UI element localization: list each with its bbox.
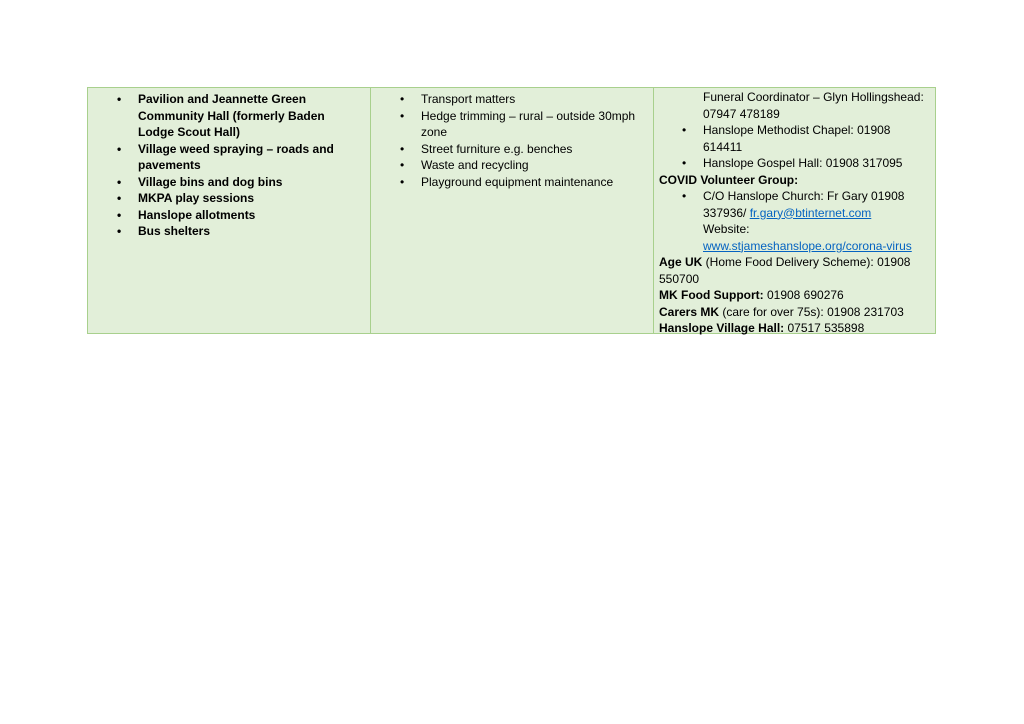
website-label: Website: bbox=[703, 222, 750, 236]
list-item bbox=[400, 91, 649, 108]
list-item-text: Bus shelters bbox=[138, 224, 211, 238]
table-cell-council-services bbox=[371, 88, 654, 333]
contacts-block bbox=[659, 89, 931, 337]
carers-text: (care for over 75s): 01908 231703 bbox=[719, 304, 904, 319]
funeral-coordinator-text: Funeral Coordinator – Glyn Hollingshead: 07947 478189 bbox=[703, 90, 924, 121]
council-services-list bbox=[400, 91, 649, 190]
list-item-text: Village bins and dog bins bbox=[138, 174, 283, 189]
bullet: • bbox=[400, 92, 405, 106]
list-item bbox=[117, 190, 363, 207]
list-item bbox=[117, 141, 363, 174]
list-item-text: Street furniture e.g. benches bbox=[421, 141, 573, 156]
list-item bbox=[659, 188, 931, 221]
bullet: • bbox=[117, 207, 122, 222]
list-item bbox=[117, 174, 363, 191]
list-item-text: Waste and recycling bbox=[421, 158, 529, 172]
list-item-text: Village weed spraying – roads and pavements bbox=[138, 141, 334, 172]
gospel-hall-text: Hanslope Gospel Hall: 01908 317095 bbox=[703, 156, 903, 170]
list-item bbox=[400, 174, 649, 191]
list-item bbox=[659, 122, 931, 155]
ageuk-line bbox=[659, 254, 931, 287]
village-hall-label: Hanslope Village Hall: bbox=[659, 321, 785, 335]
website-line bbox=[659, 221, 931, 254]
list-item bbox=[659, 155, 931, 172]
methodist-chapel-text: Hanslope Methodist Chapel: 01908 614411 bbox=[703, 123, 891, 154]
bullet: • bbox=[117, 92, 122, 106]
list-item bbox=[117, 91, 363, 141]
list-item bbox=[400, 108, 649, 141]
church-email-link[interactable]: fr.gary@btinternet.com bbox=[749, 205, 872, 220]
services-table bbox=[87, 87, 936, 334]
list-item bbox=[117, 207, 363, 224]
parish-services-list bbox=[117, 91, 363, 240]
mkfood-line bbox=[659, 287, 931, 304]
funeral-coordinator-line bbox=[659, 89, 931, 122]
ageuk-label: Age UK bbox=[659, 255, 703, 269]
bullet: • bbox=[400, 108, 405, 123]
church-contact-text: C/O Hanslope Church: Fr Gary 01908 337936/ bbox=[703, 189, 905, 220]
bullet: • bbox=[117, 191, 122, 205]
table-cell-parish-services bbox=[88, 88, 371, 333]
bullet: • bbox=[117, 141, 122, 156]
list-item-text: Hanslope allotments bbox=[138, 207, 256, 222]
covid-heading: COVID Volunteer Group: bbox=[659, 172, 799, 187]
list-item-text: Playground equipment maintenance bbox=[421, 174, 614, 189]
carers-label: Carers MK bbox=[659, 304, 720, 319]
list-item bbox=[400, 157, 649, 174]
list-item-text: MKPA play sessions bbox=[138, 191, 255, 205]
website-link[interactable]: www.stjameshanslope.org/corona-virus bbox=[703, 238, 912, 253]
table-cell-contacts bbox=[654, 88, 935, 333]
bullet: • bbox=[117, 224, 122, 238]
ageuk-text: (Home Food Delivery Scheme): 01908 550700 bbox=[659, 255, 911, 286]
list-item bbox=[117, 223, 363, 240]
bullet: • bbox=[117, 174, 122, 189]
bullet: • bbox=[682, 123, 687, 137]
list-item-text: Transport matters bbox=[421, 92, 516, 106]
bullet: • bbox=[400, 158, 405, 172]
mkfood-text: 01908 690276 bbox=[763, 288, 844, 302]
list-item-text: Pavilion and Jeannette Green Community Hall (formerly Baden Lodge Scout Hall) bbox=[138, 92, 325, 139]
bullet: • bbox=[682, 156, 687, 170]
bullet: • bbox=[682, 189, 687, 203]
village-hall-line bbox=[659, 320, 931, 337]
village-hall-text: 07517 535898 bbox=[784, 321, 865, 335]
list-item-text: Hedge trimming – rural – outside 30mph zone bbox=[421, 108, 636, 139]
mkfood-label: MK Food Support: bbox=[659, 288, 764, 302]
list-item bbox=[400, 141, 649, 158]
carers-line bbox=[659, 304, 931, 321]
bullet: • bbox=[400, 141, 405, 156]
bullet: • bbox=[400, 174, 405, 189]
